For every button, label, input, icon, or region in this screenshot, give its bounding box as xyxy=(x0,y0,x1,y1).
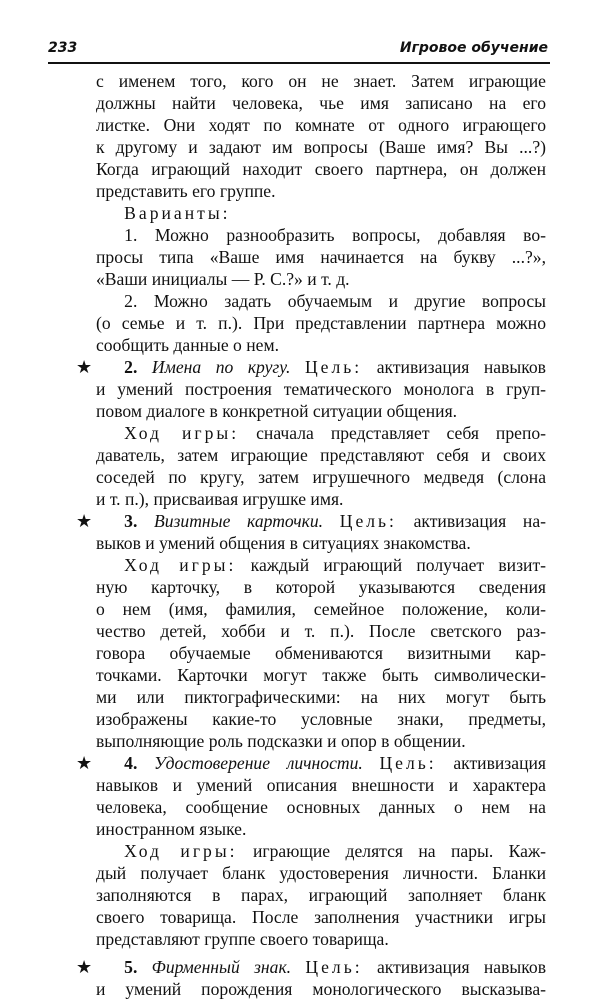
text-run: активизация навыков xyxy=(362,957,546,977)
text-run: и умений построения тематического монолога в груп- xyxy=(96,379,546,399)
text-run: Визитные карточки. xyxy=(154,511,324,531)
text-run xyxy=(290,357,305,377)
text-line xyxy=(0,422,600,444)
text-line xyxy=(0,488,600,510)
text-line xyxy=(0,686,600,708)
text-line xyxy=(0,862,600,884)
text-line xyxy=(0,158,600,180)
text-line xyxy=(0,378,600,400)
text-run: человека, сообщение основных данных о нем на xyxy=(96,797,546,817)
text-run: Ход игры: xyxy=(124,841,238,861)
text-run: Цель: xyxy=(305,957,363,977)
text-line xyxy=(0,268,600,290)
text-run: 1. Можно разнообразить вопросы, добавляя во- xyxy=(124,225,546,245)
text-run: активизация xyxy=(436,753,546,773)
text-run: даватель, затем играющие представляют себя и своих xyxy=(96,445,546,465)
star-icon: ★ xyxy=(76,511,93,531)
text-run: должны найти человека, чье имя записано на его xyxy=(96,93,546,113)
text-line xyxy=(0,884,600,906)
text-line xyxy=(0,774,600,796)
text-line xyxy=(0,554,600,576)
text-run: навыков и умений описания внешности и характера xyxy=(96,775,546,795)
text-run: играющие делятся на пары. Каж- xyxy=(237,841,546,861)
text-run: просы типа «Ваше имя начинается на букву ...?», xyxy=(96,247,546,267)
text-line xyxy=(0,312,600,334)
text-line xyxy=(0,752,600,774)
text-run: Варианты: xyxy=(124,203,231,223)
text-line xyxy=(0,202,600,224)
text-run: «Ваши инициалы — Р. С.?» и т. д. xyxy=(96,269,350,289)
text-run: 2. xyxy=(124,357,152,377)
text-line xyxy=(0,70,600,92)
text-line xyxy=(0,956,600,978)
text-line xyxy=(0,290,600,312)
text-run: Имена по кругу. xyxy=(151,357,291,377)
text-line xyxy=(0,642,600,664)
text-run: 3. xyxy=(124,511,155,531)
text-run: изображены какие-то условные знаки, предметы, xyxy=(96,709,546,729)
text-line xyxy=(0,246,600,268)
text-line xyxy=(0,796,600,818)
running-title: Игровое обучение xyxy=(399,40,548,56)
text-run: ми или пиктографическими: на них могут быть xyxy=(96,687,546,707)
text-run: соседей по кругу, затем игрушечного медведя (слона xyxy=(96,467,546,487)
text-run: 2. Можно задать обучаемым и другие вопросы xyxy=(124,291,546,311)
text-line xyxy=(0,620,600,642)
text-line xyxy=(0,576,600,598)
text-run: говора обучаемые обмениваются визитными кар- xyxy=(96,643,546,663)
text-run xyxy=(363,753,380,773)
text-line xyxy=(0,708,600,730)
star-icon: ★ xyxy=(76,753,93,773)
text-line xyxy=(0,840,600,862)
text-run: выков и умений общения в ситуациях знакомства. xyxy=(96,533,471,553)
text-run: к другому и задают им вопросы (Ваше имя? Вы ...?) xyxy=(96,137,546,157)
text-run: своего товарища. После заполнения участники игры xyxy=(96,907,546,927)
text-line xyxy=(0,818,600,840)
text-run: представляют группе своего товарища. xyxy=(96,929,389,949)
text-line xyxy=(0,114,600,136)
text-run: точками. Карточки могут также быть символически- xyxy=(96,665,546,685)
text-run: сначала представляет себя препо- xyxy=(239,423,547,443)
text-line xyxy=(0,136,600,158)
body-text xyxy=(0,70,600,1000)
text-run: и т. п.), присваивая игрушке имя. xyxy=(96,489,344,509)
text-run: Удостоверение личности. xyxy=(154,753,363,773)
text-run: заполняются в парах, играющий заполняет бланк xyxy=(96,885,546,905)
text-line xyxy=(0,928,600,950)
star-icon: ★ xyxy=(76,957,93,977)
text-run: листке. Они ходят по комнате от одного играющего xyxy=(96,115,546,135)
text-line xyxy=(0,356,600,378)
text-run: и умений порождения монологического высказыва- xyxy=(96,979,546,999)
text-run xyxy=(291,957,305,977)
text-run: 5. xyxy=(124,957,152,977)
text-run: активизация на- xyxy=(396,511,546,531)
text-run: ную карточку, в которой указываются сведения xyxy=(96,577,546,597)
text-run: Когда играющий находит своего партнера, он должен xyxy=(96,159,546,179)
text-run xyxy=(323,511,340,531)
text-line xyxy=(0,466,600,488)
text-run: каждый играющий получает визит- xyxy=(236,555,547,575)
text-run: о нем (имя, фамилия, семейное положение, коли- xyxy=(96,599,546,619)
text-run: с именем того, кого он не знает. Затем играющие xyxy=(96,71,546,91)
text-line xyxy=(0,730,600,752)
text-run: чество детей, хобби и т. п.). После светского раз- xyxy=(96,621,546,641)
text-run: 4. xyxy=(124,753,155,773)
text-run: Ход игры: xyxy=(124,423,240,443)
text-run: Цель: xyxy=(304,357,363,377)
text-line xyxy=(0,400,600,422)
text-line xyxy=(0,92,600,114)
text-run: Фирменный знак. xyxy=(151,957,292,977)
text-run: Цель: xyxy=(339,511,397,531)
text-line xyxy=(0,664,600,686)
text-line xyxy=(0,510,600,532)
text-run: повом диалоге в конкретной ситуации общения. xyxy=(96,401,458,421)
text-run: дый получает бланк удостоверения личности. Бланки xyxy=(96,863,546,883)
text-line xyxy=(0,598,600,620)
header-rule xyxy=(48,62,550,64)
text-line xyxy=(0,224,600,246)
text-run: сообщить данные о нем. xyxy=(96,335,279,355)
text-run: представить его группе. xyxy=(96,181,276,201)
text-run: Ход игры: xyxy=(124,555,237,575)
text-run: выполняющие роль подсказки и опор в общении. xyxy=(96,731,466,751)
text-run: иностранном языке. xyxy=(96,819,247,839)
star-icon: ★ xyxy=(76,357,93,377)
text-line xyxy=(0,978,600,1000)
text-run: активизация навыков xyxy=(362,357,546,377)
text-run: Цель: xyxy=(379,753,437,773)
text-line xyxy=(0,444,600,466)
text-line xyxy=(0,906,600,928)
text-run: (о семье и т. п.). При представлении партнера можно xyxy=(96,313,546,333)
page-number: 233 xyxy=(48,40,78,56)
text-line xyxy=(0,334,600,356)
page-header xyxy=(48,40,548,62)
text-line xyxy=(0,180,600,202)
text-line xyxy=(0,532,600,554)
